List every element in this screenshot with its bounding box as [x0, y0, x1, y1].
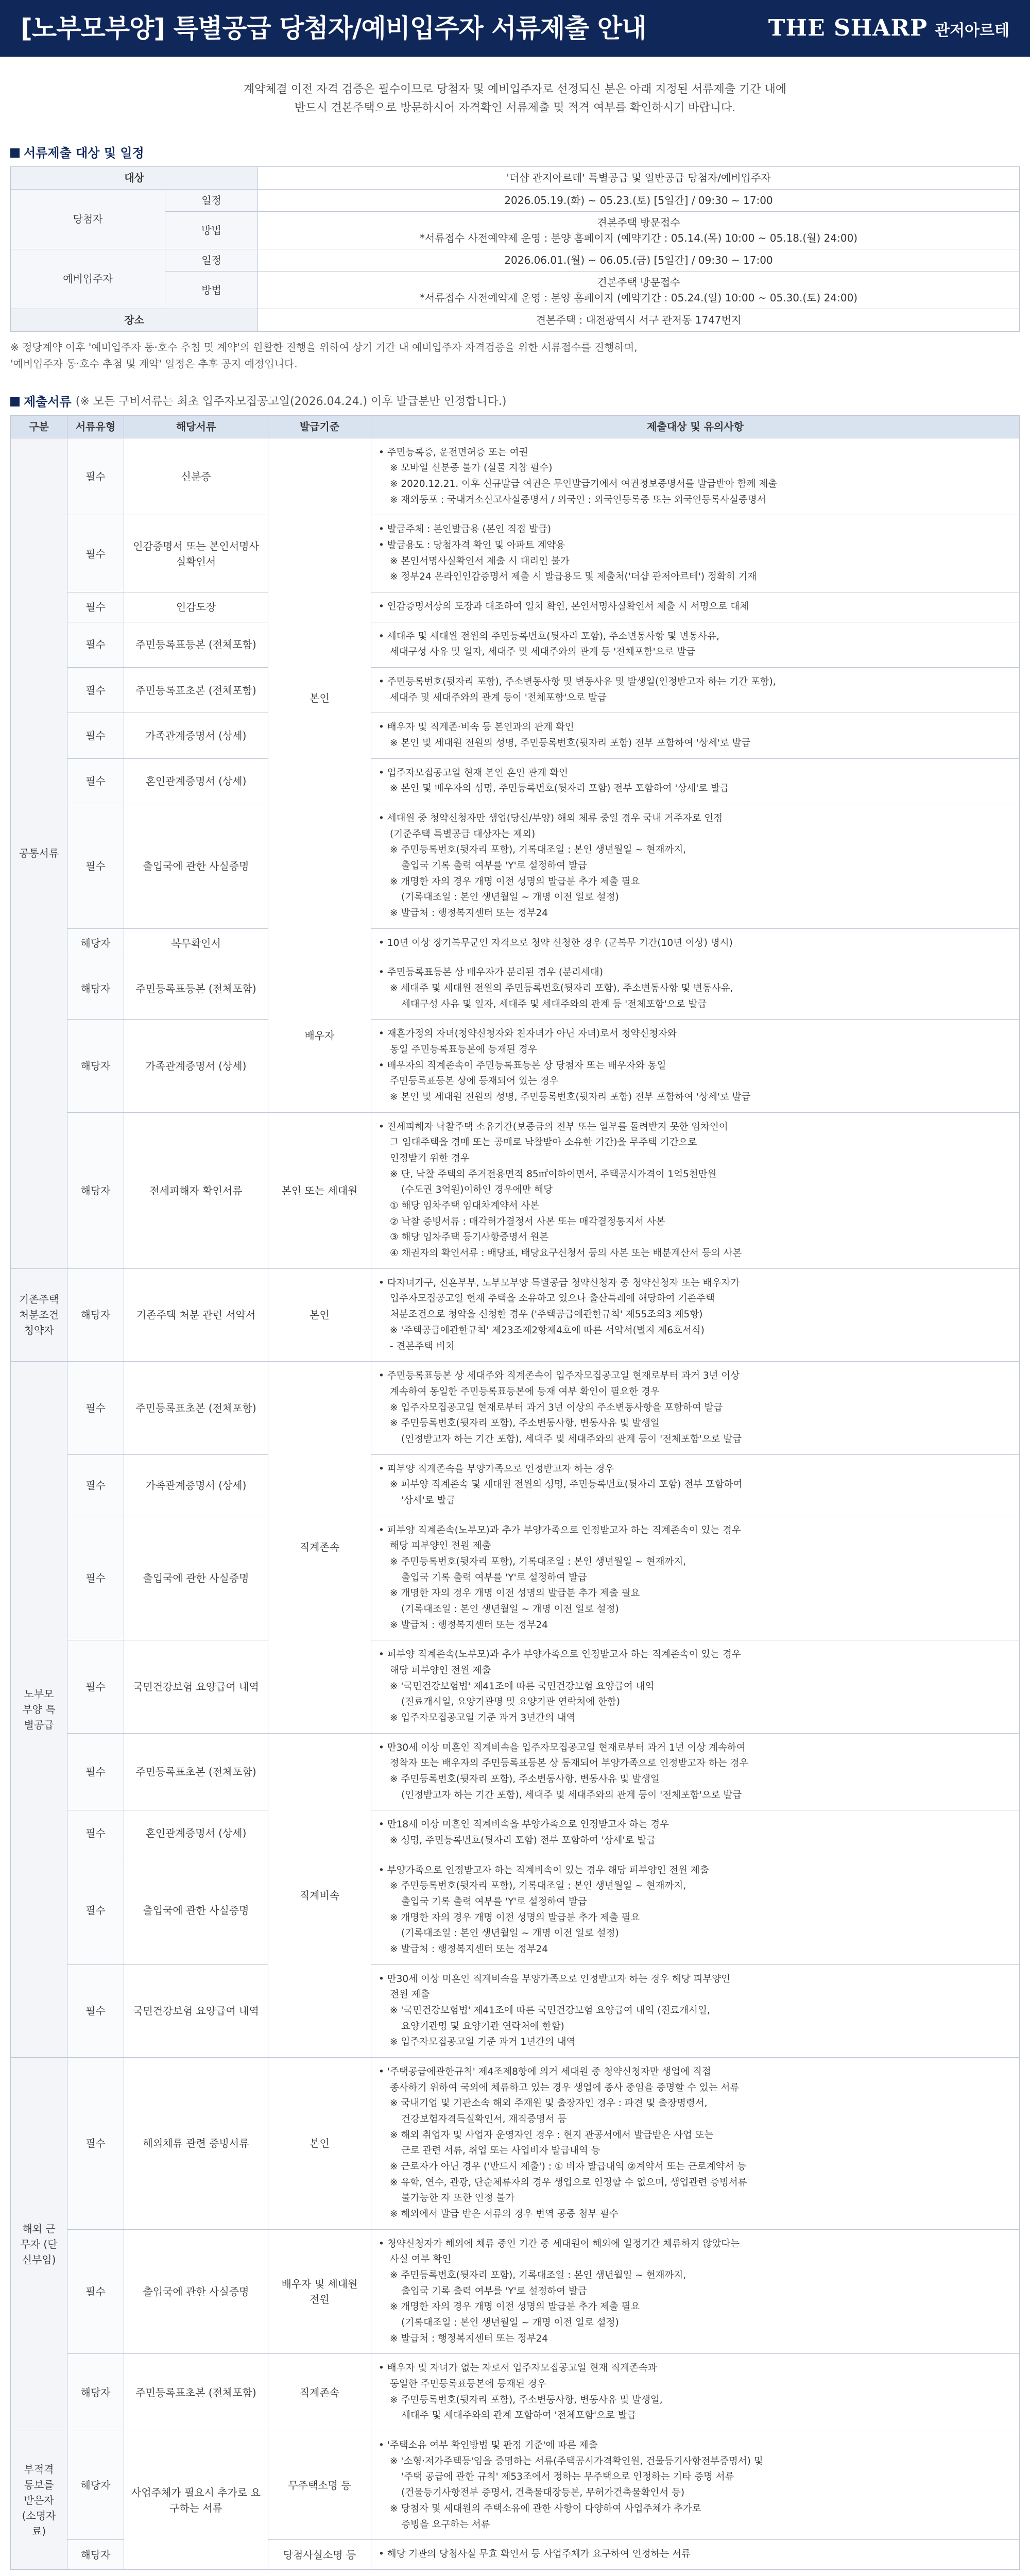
issuance-basis-cell: 본인 또는 세대원	[268, 1112, 371, 1268]
document-name-cell: 해외체류 관련 증빙서류	[124, 2058, 268, 2230]
table-row	[11, 2229, 1020, 2354]
note-line: ※ '소형·저가주택등'임을 증명하는 서류(주택공시가격확인원, 건물등기사항전부증명서) 및	[390, 2455, 763, 2467]
notes-cell	[371, 1362, 1020, 1454]
notes-cell	[371, 1454, 1020, 1516]
document-name-cell: 주민등록표등본 (전체포함)	[124, 622, 268, 667]
note-line: ※ 발급처 : 행정복지센터 또는 정부24	[390, 1619, 548, 1631]
table-row	[11, 2354, 1020, 2431]
col-header-document: 해당서류	[124, 415, 268, 438]
note-line: • 배우자 및 자녀가 없는 자로서 입주자모집공고일 현재 직계존속과	[379, 2363, 657, 2374]
table-row	[11, 667, 1020, 713]
notes-cell	[371, 1856, 1020, 1964]
document-name-cell: 기존주택 처분 관련 서약서	[124, 1268, 268, 1361]
note-line: ※ 개명한 자의 경우 개명 이전 성명의 발급분 추가 제출 필요	[390, 876, 640, 887]
note-line: • 주민등록증, 운전면허증 또는 여권	[379, 447, 528, 458]
note-line: (기록대조일 : 본인 생년월일 ~ 개명 이전 일로 설정)	[401, 892, 619, 903]
note-line: ③ 해당 임차주택 등기사항증명서 원본	[390, 1232, 549, 1243]
notes-cell	[371, 1733, 1020, 1810]
brand-logo	[768, 11, 1009, 45]
notes-cell	[371, 622, 1020, 667]
note-line: ※ 개명한 자의 경우 개명 이전 성명의 발급분 추가 제출 필요	[390, 2301, 640, 2313]
notes-cell	[371, 958, 1020, 1020]
table-row	[11, 622, 1020, 667]
doc-type-cell: 필수	[67, 1964, 124, 2057]
doc-type-cell: 해당자	[67, 1112, 124, 1268]
note-line: (건물등기사항전부 증명서, 건축물대장등본, 무허가건축물확인서 등)	[401, 2487, 685, 2499]
note-line: '주택 공급에 관한 규칙' 제53조에서 정하는 무주택으로 인정하는 기타 증명 서류	[401, 2471, 734, 2483]
table-row	[11, 928, 1020, 958]
method-label: 방법	[165, 211, 258, 249]
note-line: 세대구성 사유 및 일자, 세대주 및 세대주와의 관계 등 '전체포함'으로 발급	[390, 647, 696, 658]
document-name-cell: 주민등록표초본 (전체포함)	[124, 1362, 268, 1454]
note-line: ※ 2020.12.21. 이후 신규발급 여권은 무인발급기에서 여권정보증명서를 발급받아 함께 제출	[390, 478, 778, 489]
documents-table	[10, 415, 1020, 2570]
winner-method: 견본주택 방문접수 *서류접수 사전예약제 운영 : 분양 홈페이지 (예약기간 : 05.14.(목) 10:00 ~ 05.18.(월) 24:00)	[258, 211, 1020, 249]
note-line: ※ 세대주 및 세대원 전원의 주민등록번호(뒷자리 포함), 주소변동사항 및 변동사유,	[390, 983, 733, 994]
document-name-cell: 신분증	[124, 438, 268, 515]
document-name-cell: 출입국에 관한 사실증명	[124, 1856, 268, 1964]
table-row	[11, 1112, 1020, 1268]
note-line: ※ 본인서명사실확인서 제출 시 대리인 불가	[390, 555, 570, 567]
note-line: ② 낙찰 증빙서류 : 매각허가결정서 사본 또는 매각결정통지서 사본	[390, 1216, 665, 1227]
note-line: 해당 피부양인 전원 제출	[390, 1540, 491, 1552]
category-cell: 노부모 부양 특별공급	[11, 1362, 67, 2058]
table-row	[11, 1733, 1020, 1810]
document-name-cell: 주민등록표초본 (전체포함)	[124, 667, 268, 713]
note-line: • 입주자모집공고일 현재 본인 혼인 관계 확인	[379, 767, 568, 778]
schedule-section-title: 서류제출 대상 및 일정	[0, 144, 1030, 162]
document-name-cell: 주민등록표초본 (전체포함)	[124, 2354, 268, 2431]
winner-date: 2026.05.19.(화) ~ 05.23.(토) [5일간] / 09:30 ~ 17:00	[258, 189, 1020, 211]
col-header-basis: 발급기준	[268, 415, 371, 438]
doc-type-cell: 해당자	[67, 1268, 124, 1361]
note-line: (인정받고자 하는 기간 포함), 세대주 및 세대주와의 관계 등이 '전체포함'으로 발급	[401, 1433, 742, 1445]
note-line: ※ 주민등록번호(뒷자리 포함), 기록대조일 : 본인 생년월일 ~ 현재까지,	[390, 2270, 686, 2281]
document-name-cell: 인감증명서 또는 본인서명사실확인서	[124, 515, 268, 592]
document-name-cell: 혼인관계증명서 (상세)	[124, 1810, 268, 1856]
note-line: • 인감증명서상의 도장과 대조하여 일치 확인, 본인서명사실확인서 제출 시 서명으로 대체	[379, 601, 749, 612]
note-line: • 다자녀가구, 신혼부부, 노부모부양 특별공급 청약신청자 중 청약신청자 또는 배우자가	[379, 1277, 740, 1289]
doc-type-cell: 필수	[67, 667, 124, 713]
note-line: ※ 주민등록번호(뒷자리 포함), 주소변동사항, 변동사유 및 발생일	[390, 1773, 660, 1785]
issuance-basis-cell: 본인	[268, 2058, 371, 2230]
note-line: 세대구성 사유 및 일자, 세대주 및 세대주와의 관계 등 '전체포함'으로 발급	[401, 998, 707, 1010]
intro-line: 계약체결 이전 자격 검증은 필수이므로 당첨자 및 예비입주자로 선정되신 분은 아래 지정된 서류제출 기간 내에	[243, 83, 787, 96]
issuance-basis-cell: 무주택소명 등	[268, 2431, 371, 2540]
table-row	[11, 1964, 1020, 2057]
note-line: 사실 여부 확인	[390, 2254, 451, 2265]
issuance-basis-cell: 본인	[268, 438, 371, 958]
table-row	[11, 1020, 1020, 1112]
date-label: 일정	[165, 249, 258, 271]
doc-type-cell: 필수	[67, 2058, 124, 2230]
notes-cell	[371, 928, 1020, 958]
note-line: 처분조건으로 청약을 신청한 경우 ('주택공급에관한규칙' 제55조의3 제5항)	[390, 1309, 703, 1320]
notes-cell	[371, 758, 1020, 804]
note-line: 동일 주민등록표등본에 등재된 경우	[390, 1044, 537, 1056]
note-line: 증빙을 요구하는 서류	[401, 2519, 490, 2530]
note-line: 출입국 기록 출력 여부를 'Y'로 설정하여 발급	[401, 1896, 587, 1907]
doc-type-cell: 필수	[67, 622, 124, 667]
footnotes	[0, 2570, 1030, 2576]
note-line: (기록대조일 : 본인 생년월일 ~ 개명 이전 일로 설정)	[401, 2317, 619, 2329]
note-line: • 발급용도 : 당첨자격 확인 및 아파트 계약용	[379, 539, 565, 551]
document-name-cell: 가족관계증명서 (상세)	[124, 1020, 268, 1112]
note-line: • 피부양 직계존속을 부양가족으로 인정받고자 하는 경우	[379, 1463, 614, 1475]
note-line: (인정받고자 하는 기간 포함), 세대주 및 세대주와의 관계 등이 '전체포함'으로 발급	[401, 1789, 742, 1801]
document-name-cell: 국민건강보험 요양급여 내역	[124, 1640, 268, 1733]
col-header-type: 서류유형	[67, 415, 124, 438]
issuance-basis-cell: 본인	[268, 1268, 371, 1361]
doc-type-cell: 필수	[67, 1856, 124, 1964]
note-line: 출입국 기록 출력 여부를 'Y'로 설정하여 발급	[401, 2285, 587, 2297]
document-name-cell: 혼인관계증명서 (상세)	[124, 758, 268, 804]
col-header-notes: 제출대상 및 유의사항	[371, 415, 1020, 438]
intro-line: 반드시 견본주택으로 방문하시어 자격확인 서류제출 및 적격 여부를 확인하시기 바랍니다.	[294, 101, 736, 115]
document-name-cell: 국민건강보험 요양급여 내역	[124, 1964, 268, 2057]
notes-cell	[371, 2431, 1020, 2540]
table-row	[11, 2431, 1020, 2540]
table-row	[11, 804, 1020, 929]
issuance-basis-cell: 직계존속	[268, 2354, 371, 2431]
doc-type-cell: 필수	[67, 515, 124, 592]
note-line: • 만30세 이상 미혼인 직계비속을 입주자모집공고일 현재로부터 과거 1년 이상 계속하여	[379, 1742, 746, 1753]
note-line: 전원 제출	[390, 1989, 430, 2001]
note-line: 불가능한 자 또한 인정 불가	[401, 2193, 515, 2204]
note-line: 동일한 주민등록표등본에 등재된 경우	[390, 2379, 546, 2390]
note-line: ※ 본인 및 세대원 전원의 성명, 주민등록번호(뒷자리 포함) 전부 포함하여 '상세'로 발급	[390, 738, 751, 749]
note-line: 건강보험자격득실확인서, 재직증명서 등	[401, 2114, 567, 2125]
note-line: • 주민등록표등본 상 세대주와 직계존속이 입주자모집공고일 현재로부터 과거 3년 이상	[379, 1370, 740, 1382]
document-name-cell: 가족관계증명서 (상세)	[124, 713, 268, 758]
document-name-cell: 출입국에 관한 사실증명	[124, 2229, 268, 2354]
docs-section-title: 제출서류 (※ 모든 구비서류는 최초 입주자모집공고일(2026.04.24.) 이후 발급분만 인정합니다.)	[0, 393, 1030, 411]
notes-cell	[371, 2058, 1020, 2230]
doc-type-cell: 필수	[67, 2229, 124, 2354]
document-name-cell: 주민등록표초본 (전체포함)	[124, 1733, 268, 1810]
doc-type-cell: 필수	[67, 1362, 124, 1454]
table-row	[11, 958, 1020, 1020]
notes-cell	[371, 1112, 1020, 1268]
place-value: 견본주택 : 대전광역시 서구 관저동 1747번지	[258, 309, 1020, 331]
issuance-basis-cell: 직계존속	[268, 1362, 371, 1733]
document-name-cell: 전세피해자 확인서류	[124, 1112, 268, 1268]
schedule-notes: ※ 정당계약 이후 '예비입주자 동·호수 추첨 및 계약'의 원활한 진행을 위하여 상기 기간 내 예비입주자 자격검증을 위한 서류접수를 진행하며, '예비입주자 동·호수 추첨 및 계약' 일정은 추후 공지 예정입니다.	[10, 341, 638, 370]
doc-type-cell: 필수	[67, 1454, 124, 1516]
note-line: ※ 주민등록번호(뒷자리 포함), 기록대조일 : 본인 생년월일 ~ 현재까지,	[390, 1880, 686, 1892]
table-row	[11, 438, 1020, 515]
note-line: 근로 관련 서류, 취업 또는 사업비자 발급내역 등	[401, 2145, 600, 2157]
note-line: (수도권 3억원)이하인 경우에만 해당	[401, 1184, 553, 1196]
table-row	[11, 592, 1020, 622]
note-line: ※ 주민등록번호(뒷자리 포함), 기록대조일 : 본인 생년월일 ~ 현재까지,	[390, 844, 686, 856]
schedule-target-value: '더샵 관저아르테' 특별공급 및 일반공급 당첨자/예비입주자	[258, 166, 1020, 189]
note-line: 주민등록표등본 상에 등재되어 있는 경우	[390, 1076, 559, 1087]
note-line: ※ 주민등록번호(뒷자리 포함), 주소변동사항, 변동사유 및 발생일	[390, 1418, 660, 1429]
notes-cell	[371, 438, 1020, 515]
note-line: 요양기관명 및 요양기관 연락처에 한함)	[401, 2021, 564, 2032]
note-line: ※ 발급처 : 행정복지센터 또는 정부24	[390, 2333, 548, 2344]
document-name-cell: 가족관계증명서 (상세)	[124, 1454, 268, 1516]
notes-cell	[371, 592, 1020, 622]
doc-type-cell: 필수	[67, 758, 124, 804]
note-line: • 만18세 이상 미혼인 직계비속을 부양가족으로 인정받고자 하는 경우	[379, 1819, 670, 1831]
note-line: • 배우자의 직계존속이 주민등록표등본 상 당첨자 또는 배우자와 동일	[379, 1060, 666, 1071]
note-line: ※ 단, 낙찰 주택의 주거전용면적 85㎡이하이면서, 주택공시가격이 1억5천만원	[390, 1168, 717, 1180]
note-line: ※ 국내기업 및 기관소속 해외 주재원 및 출장자인 경우 : 파견 및 출장명령서,	[390, 2098, 708, 2109]
note-line: ※ 당첨자 및 세대원의 주택소유에 관한 사항이 다양하여 사업주체가 추가로	[390, 2503, 701, 2514]
note-line: ④ 채권자의 확인서류 : 배당표, 배당요구신청서 등의 사본 또는 배분계산서 등의 사본	[390, 1248, 742, 1259]
table-row	[11, 1640, 1020, 1733]
note-line: • 세대원 중 청약신청자만 생업(당신/부양) 해외 체류 중일 경우 국내 거주자로 인정	[379, 813, 723, 824]
notes-cell	[371, 1516, 1020, 1640]
note-line: (진료개시일, 요양기관명 및 요양기관 연락처에 한함)	[401, 1697, 621, 1708]
note-line: ① 해당 임차주택 임대차계약서 사본	[390, 1200, 540, 1212]
table-row	[11, 1454, 1020, 1516]
note-line: ※ 개명한 자의 경우 개명 이전 성명의 발급분 추가 제출 필요	[390, 1912, 640, 1923]
schedule-header-target: 대상	[11, 166, 258, 189]
note-line: ※ 주민등록번호(뒷자리 포함), 주소변동사항, 변동사유 및 발생일,	[390, 2394, 663, 2405]
note-line: 해당 피부양인 전원 제출	[390, 1665, 491, 1676]
reserve-label: 예비입주자	[11, 249, 165, 309]
doc-type-cell: 해당자	[67, 958, 124, 1020]
category-cell: 부적격 통보를 받은자 (소명자료)	[11, 2431, 67, 2570]
notes-cell	[371, 1268, 1020, 1361]
note-line: ※ 해외 취업자 및 사업자 운영자인 경우 : 현지 관공서에서 발급받은 사업 또는	[390, 2129, 714, 2141]
document-name-cell: 출입국에 관한 사실증명	[124, 1516, 268, 1640]
doc-type-cell: 해당자	[67, 928, 124, 958]
notes-cell	[371, 2540, 1020, 2570]
note-line: ※ 입주자모집공고일 현재로부터 과거 3년 이상의 주소변동사항을 포함하여 발급	[390, 1402, 723, 1413]
notes-cell	[371, 1640, 1020, 1733]
note-line: ※ 본인 및 배우자의 성명, 주민등록번호(뒷자리 포함) 전부 포함하여 '상세'로 발급	[390, 783, 729, 794]
issuance-basis-cell: 직계비속	[268, 1733, 371, 2057]
col-header-category: 구분	[11, 415, 67, 438]
brand-site-name: 관저아르테	[935, 22, 1009, 40]
note-line: 계속하여 동일한 주민등록표등본에 등재 여부 확인이 필요한 경우	[390, 1386, 660, 1397]
table-row	[11, 515, 1020, 592]
issuance-basis-cell: 배우자	[268, 958, 371, 1112]
note-line: • 재혼가정의 자녀(청약신청자와 친자녀가 아닌 자녀)로서 청약신청자와	[379, 1028, 677, 1040]
note-line: • '주택공급에관한규칙' 제4조제8항에 의거 세대원 중 청약신청자만 생업에 직접	[379, 2066, 711, 2078]
document-name-cell: 출입국에 관한 사실증명	[124, 804, 268, 929]
notes-cell	[371, 804, 1020, 929]
note-line: ※ 정부24 온라인인감증명서 제출 시 발급용도 및 제출처('더샵 관저아르테') 정확히 기재	[390, 571, 757, 583]
note-line: • 전세피해자 낙찰주택 소유기간(보증금의 전부 또는 일부를 돌려받지 못한 임차인이	[379, 1121, 728, 1132]
note-line: • 만30세 이상 미혼인 직계비속을 부양가족으로 인정받고자 하는 경우 해당 피부양인	[379, 1973, 731, 1985]
note-line: ※ '국민건강보험법' 제41조에 따른 국민건강보험 요양급여 내역 (진료개시일,	[390, 2005, 710, 2016]
document-name-cell: 주민등록표등본 (전체포함)	[124, 958, 268, 1020]
note-line: ※ 근로자가 아닌 경우 ('반드시 제출') : ① 비자 발급내역 ②계약서 또는 근로계약서 등	[390, 2161, 747, 2173]
table-row	[11, 713, 1020, 758]
doc-type-cell: 해당자	[67, 2540, 124, 2570]
note-line: 세대주 및 세대주와의 관계 포함하여 '전체포함'으로 발급	[401, 2410, 637, 2421]
note-line: 종사하기 위하여 국외에 체류하고 있는 경우 생업에 종사 중임을 증명할 수 있는 서류	[390, 2082, 740, 2093]
note-line: • 피부양 직계존속(노부모)과 추가 부양가족으로 인정받고자 하는 직계존속이 있는 경우	[379, 1649, 741, 1660]
brand-logo-text: THE SHARP	[768, 15, 928, 41]
note-line: ※ 본인 및 세대원 전원의 성명, 주민등록번호(뒷자리 포함) 전부 포함하여 '상세'로 발급	[390, 1092, 751, 1103]
place-label: 장소	[11, 309, 258, 331]
table-row	[11, 1856, 1020, 1964]
notes-cell	[371, 2354, 1020, 2431]
note-line: ※ 발급처 : 행정복지센터 또는 정부24	[390, 908, 548, 919]
note-line: ※ 발급처 : 행정복지센터 또는 정부24	[390, 1944, 548, 1955]
note-line: • 피부양 직계존속(노부모)과 추가 부양가족으로 인정받고자 하는 직계존속이 있는 경우	[379, 1524, 741, 1536]
method-label: 방법	[165, 271, 258, 309]
square-bullet-icon	[10, 148, 20, 158]
doc-type-cell: 해당자	[67, 2354, 124, 2431]
note-line: • 10년 이상 장기복무군인 자격으로 청약 신청한 경우 (군복무 기간(10년 이상) 명시)	[379, 937, 733, 948]
doc-type-cell: 해당자	[67, 1020, 124, 1112]
note-line: • 배우자 및 직계존·비속 등 본인과의 관계 확인	[379, 722, 574, 733]
doc-type-cell: 필수	[67, 1810, 124, 1856]
intro-text	[0, 57, 1030, 139]
issuance-basis-cell: 배우자 및 세대원 전원	[268, 2229, 371, 2354]
doc-type-cell: 필수	[67, 592, 124, 622]
note-line: • '주택소유 여부 확인방법 및 판정 기준'에 따른 제출	[379, 2440, 598, 2451]
note-line: (기록대조일 : 본인 생년월일 ~ 개명 이전 일로 설정)	[401, 1603, 619, 1615]
note-line: • 부양가족으로 인정받고자 하는 직계비속이 있는 경우 해당 피부양인 전원 제출	[379, 1865, 709, 1876]
note-line: ※ 모바일 신분증 불가 (실물 지참 필수)	[390, 463, 553, 474]
note-line: ※ '주택공급에관한규칙' 제23조제2항제4호에 따른 서약서(별지 제6호서식)	[390, 1325, 705, 1336]
winner-label: 당첨자	[11, 189, 165, 249]
schedule-table	[10, 166, 1020, 332]
note-line: 출입국 기록 출력 여부를 'Y'로 설정하여 발급	[401, 1572, 587, 1583]
note-line: ※ 해외에서 발급 받은 서류의 경우 번역 공증 첨부 필수	[390, 2209, 619, 2220]
note-line: 그 임대주택을 경매 또는 공매로 낙찰받아 소유한 기간)을 무주택 기간으로	[390, 1137, 697, 1148]
note-line: • 세대주 및 세대원 전원의 주민등록번호(뒷자리 포함), 주소변동사항 및 변동사유,	[379, 631, 719, 642]
note-line: • 발급주체 : 본인발급용 (본인 직접 발급)	[379, 524, 551, 535]
date-label: 일정	[165, 189, 258, 211]
note-line: ※ 입주자모집공고일 기준 과거 1년간의 내역	[390, 2037, 576, 2048]
notes-cell	[371, 515, 1020, 592]
note-line: ※ 재외동포 : 국내거소신고사실증명서 / 외국인 : 외국인등록증 또는 외국인등록사실증명서	[390, 494, 766, 505]
category-cell: 기존주택 처분조건 청약자	[11, 1268, 67, 1361]
note-line: 정착자 또는 배우자의 주민등록표등본 상 동재되어 부양가족으로 인정받고자 하는 경우	[390, 1758, 749, 1769]
note-line: 출입국 기록 출력 여부를 'Y'로 설정하여 발급	[401, 860, 587, 872]
note-line: • 주민등록표등본 상 배우자가 분리된 경우 (분리세대)	[379, 967, 603, 978]
square-bullet-icon	[10, 397, 20, 406]
notes-cell	[371, 2229, 1020, 2354]
notes-cell	[371, 1810, 1020, 1856]
document-name-cell: 사업주체가 필요시 추가로 요구하는 서류	[124, 2431, 268, 2570]
table-row	[11, 1810, 1020, 1856]
page-title: [노부모부양] 특별공급 당첨자/예비입주자 서류제출 안내	[21, 13, 646, 43]
documents-table-header	[11, 415, 1020, 438]
doc-type-cell: 필수	[67, 1640, 124, 1733]
notes-cell	[371, 1020, 1020, 1112]
category-cell: 해외 근무자 (단신부임)	[11, 2058, 67, 2431]
note-line: 인정받기 위한 경우	[390, 1153, 470, 1164]
doc-type-cell: 필수	[67, 713, 124, 758]
note-line: - 견본주택 비치	[390, 1341, 455, 1352]
note-line: ※ 피부양 직계존속 및 세대원 전원의 성명, 주민등록번호(뒷자리 포함) 전부 포함하여	[390, 1479, 743, 1490]
note-line: (기록대조일 : 본인 생년월일 ~ 개명 이전 일로 설정)	[401, 1928, 619, 1939]
note-line: ※ '국민건강보험법' 제41조에 따른 국민건강보험 요양급여 내역	[390, 1681, 655, 1692]
doc-type-cell: 필수	[67, 1516, 124, 1640]
reserve-date: 2026.06.01.(월) ~ 06.05.(금) [5일간] / 09:30 ~ 17:00	[258, 249, 1020, 271]
note-line: 세대주 및 세대주와의 관계 등이 '전체포함'으로 발급	[390, 692, 607, 703]
note-line: ※ 입주자모집공고일 기준 과거 3년간의 내역	[390, 1712, 576, 1723]
page-header	[0, 0, 1030, 57]
note-line: ※ 성명, 주민등록번호(뒷자리 포함) 전부 포함하여 '상세'로 발급	[390, 1835, 656, 1846]
reserve-method: 견본주택 방문접수 *서류접수 사전예약제 운영 : 분양 홈페이지 (예약기간 : 05.24.(일) 10:00 ~ 05.30.(토) 24:00)	[258, 271, 1020, 309]
notes-cell	[371, 1964, 1020, 2057]
note-line: (기준주택 특별공급 대상자는 제외)	[390, 828, 536, 840]
document-name-cell: 복무확인서	[124, 928, 268, 958]
doc-type-cell: 필수	[67, 804, 124, 929]
note-line: ※ 개명한 자의 경우 개명 이전 성명의 발급분 추가 제출 필요	[390, 1588, 640, 1599]
table-row	[11, 1516, 1020, 1640]
doc-type-cell: 필수	[67, 1733, 124, 1810]
note-line: '상세'로 발급	[401, 1495, 456, 1506]
table-row	[11, 758, 1020, 804]
issuance-basis-cell: 당첨사실소명 등	[268, 2540, 371, 2570]
table-row	[11, 1362, 1020, 1454]
table-row	[11, 2058, 1020, 2230]
note-line: • 청약신청자가 해외에 체류 중인 기간 중 세대원이 해외에 일정기간 체류하지 않았다는	[379, 2238, 740, 2249]
doc-type-cell: 해당자	[67, 2431, 124, 2540]
table-row	[11, 1268, 1020, 1361]
note-line: 입주자모집공고일 현재 주택을 소유하고 있으나 출산특례에 해당하여 기존주택	[390, 1293, 715, 1304]
note-line: ※ 유학, 연수, 관광, 단순체류자의 경우 생업으로 인정할 수 없으며, 생업관련 증빙서류	[390, 2177, 747, 2188]
notes-cell	[371, 713, 1020, 758]
notes-cell	[371, 667, 1020, 713]
note-line: • 해당 기관의 당첨사실 무효 확인서 등 사업주체가 요구하여 인정하는 서류	[379, 2549, 691, 2560]
document-name-cell: 인감도장	[124, 592, 268, 622]
note-line: ※ 주민등록번호(뒷자리 포함), 기록대조일 : 본인 생년월일 ~ 현재까지,	[390, 1556, 686, 1567]
note-line: • 주민등록번호(뒷자리 포함), 주소변동사항 및 변동사유 및 발생일(인정받고자 하는 기간 포함),	[379, 676, 776, 687]
category-cell: 공통서류	[11, 438, 67, 1268]
doc-type-cell: 필수	[67, 438, 124, 515]
